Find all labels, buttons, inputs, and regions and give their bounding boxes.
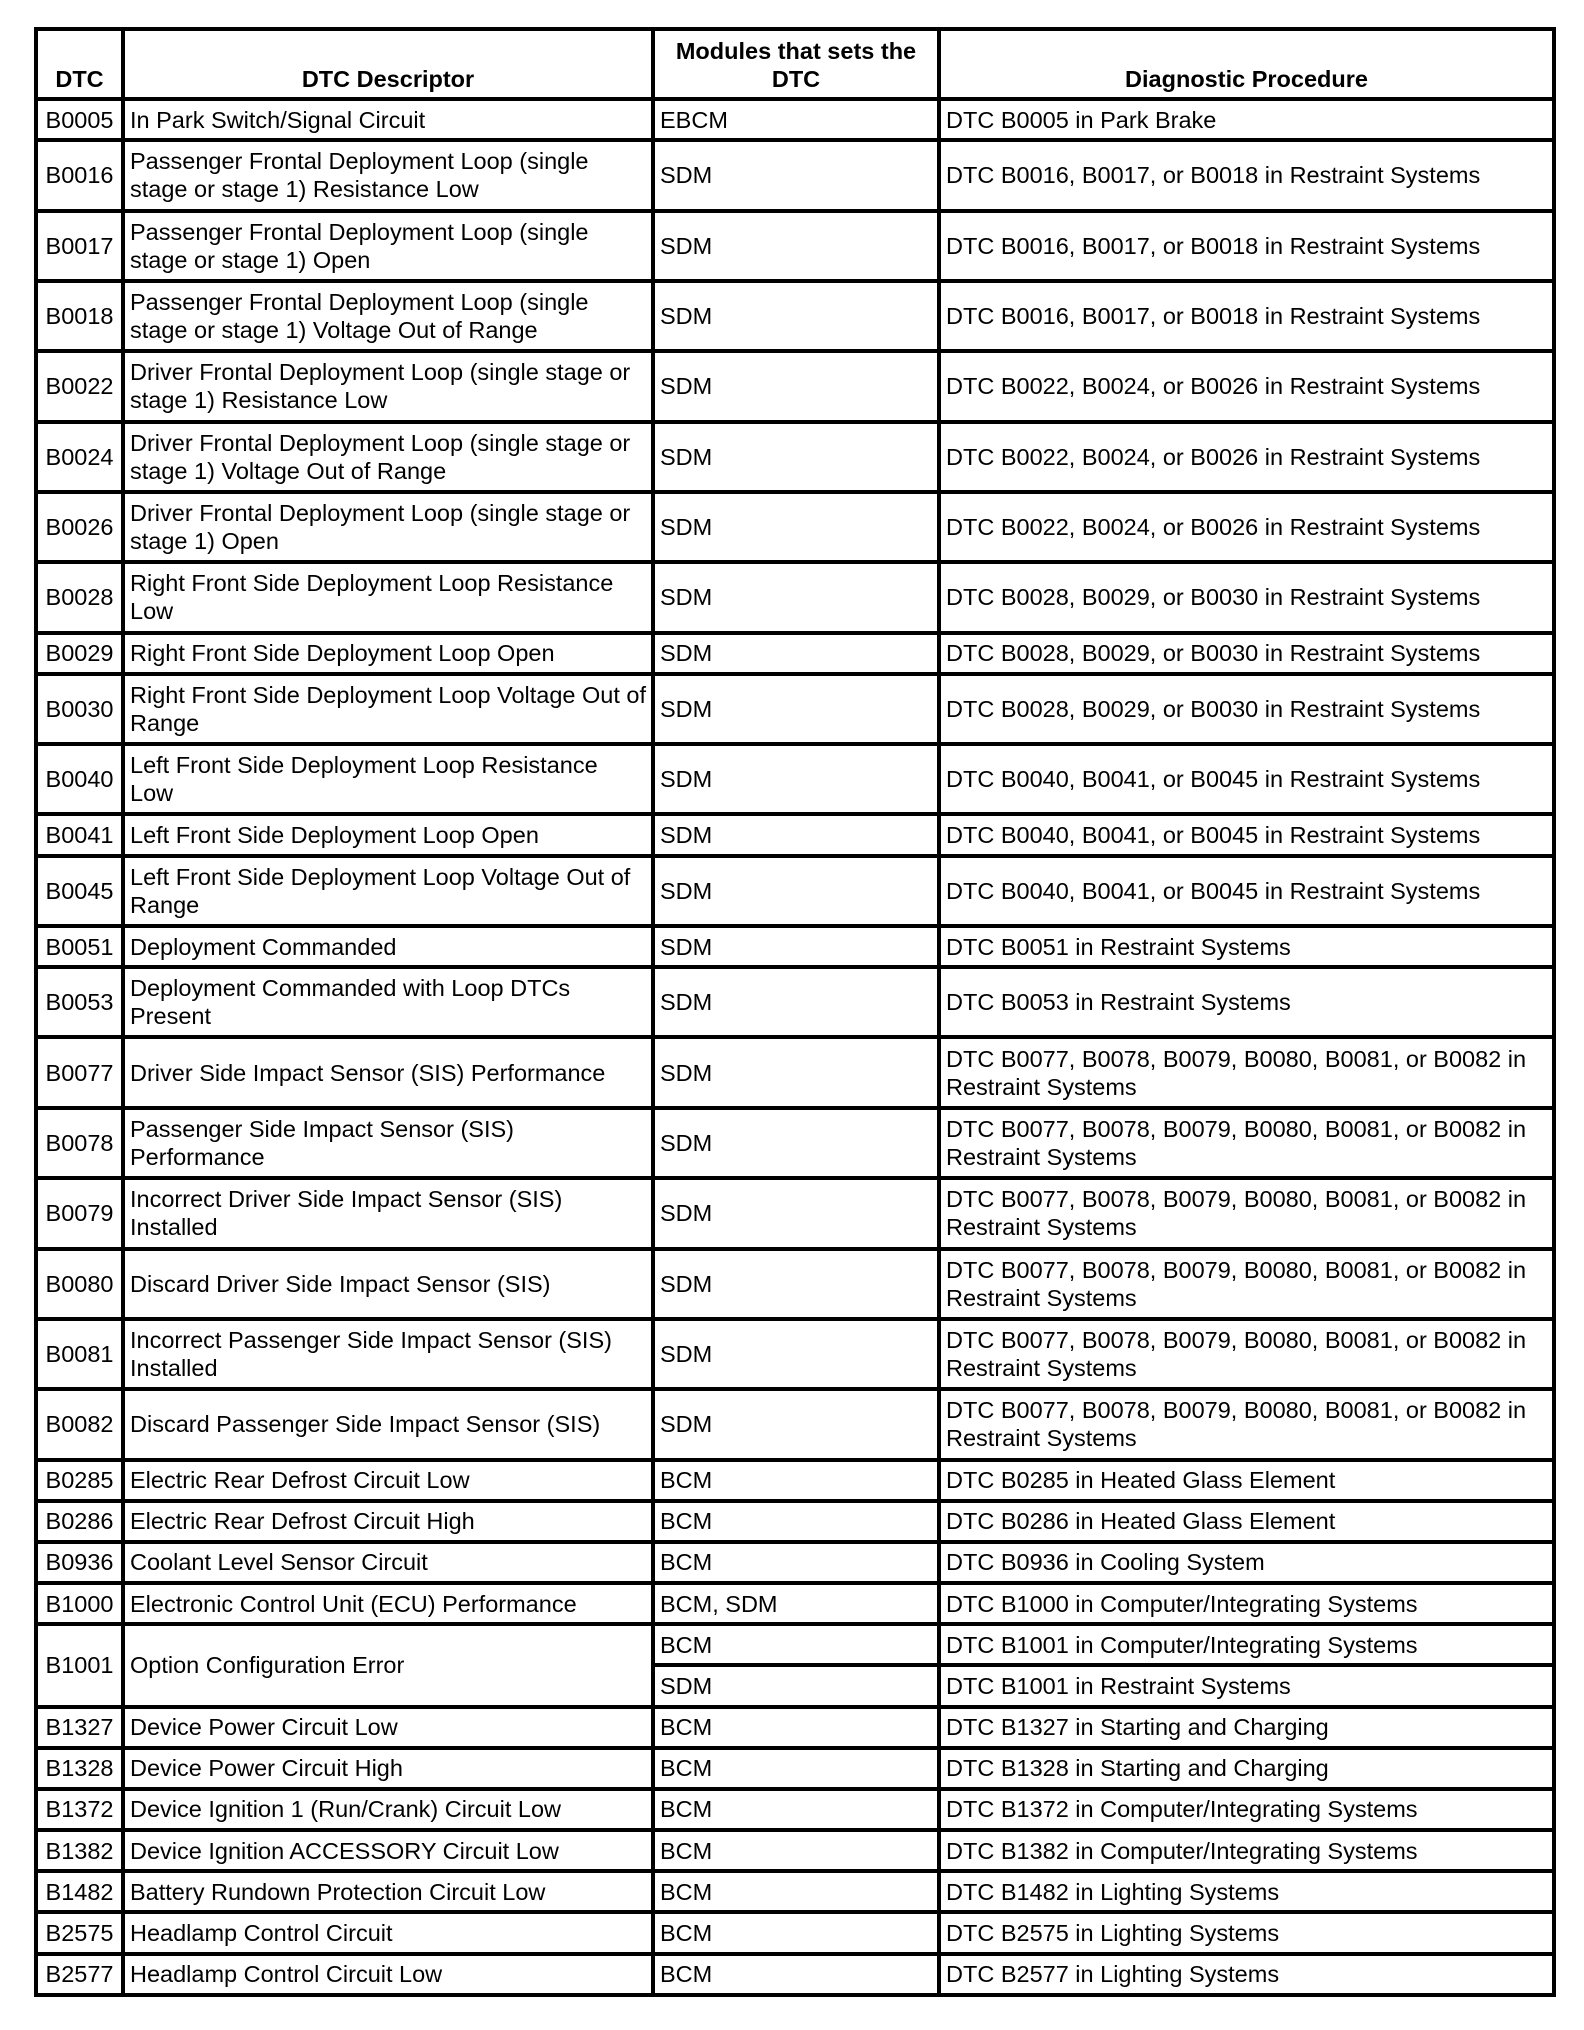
procedure-cell: DTC B2575 in Lighting Systems (939, 1912, 1554, 1953)
table-row (36, 492, 1554, 562)
module-cell: SDM (653, 140, 939, 210)
dtc-code-cell: B0024 (36, 422, 123, 492)
dtc-code-cell: B2575 (36, 1912, 123, 1953)
procedure-cell: DTC B0077, B0078, B0079, B0080, B0081, or B0082 in Restraint Systems (939, 1249, 1554, 1319)
table-row (36, 1389, 1554, 1459)
header-modules: Modules that sets the DTC (653, 29, 939, 99)
table-row (36, 967, 1554, 1037)
dtc-descriptor-cell: Left Front Side Deployment Loop Open (123, 814, 653, 855)
table-row (36, 1542, 1554, 1583)
table-row (36, 926, 1554, 967)
dtc-descriptor-cell: Right Front Side Deployment Loop Resistance Low (123, 562, 653, 632)
table-row (36, 1707, 1554, 1748)
dtc-descriptor-cell: Passenger Frontal Deployment Loop (single stage or stage 1) Resistance Low (123, 140, 653, 210)
table-row (36, 1954, 1554, 1995)
table-row (36, 856, 1554, 926)
module-cell: BCM (653, 1542, 939, 1583)
table-row (36, 281, 1554, 351)
dtc-descriptor-cell: Option Configuration Error (123, 1624, 653, 1706)
module-cell: SDM (653, 1389, 939, 1459)
dtc-descriptor-cell: Deployment Commanded (123, 926, 653, 967)
table-row (36, 1748, 1554, 1789)
module-cell: BCM, SDM (653, 1583, 939, 1624)
procedure-cell: DTC B1328 in Starting and Charging (939, 1748, 1554, 1789)
dtc-code-cell: B0029 (36, 633, 123, 674)
procedure-cell: DTC B0053 in Restraint Systems (939, 967, 1554, 1037)
dtc-code-cell: B0030 (36, 674, 123, 744)
table-row (36, 1501, 1554, 1542)
dtc-descriptor-cell: Passenger Side Impact Sensor (SIS) Performance (123, 1108, 653, 1178)
procedure-cell: DTC B0077, B0078, B0079, B0080, B0081, or B0082 in Restraint Systems (939, 1319, 1554, 1389)
dtc-code-cell: B0077 (36, 1037, 123, 1107)
dtc-descriptor-cell: Driver Frontal Deployment Loop (single stage or stage 1) Open (123, 492, 653, 562)
table-row (36, 422, 1554, 492)
module-cell: SDM (653, 422, 939, 492)
header-dtc: DTC (36, 29, 123, 99)
dtc-code-cell: B2577 (36, 1954, 123, 1995)
module-cell: BCM (653, 1871, 939, 1912)
module-cell: BCM (653, 1501, 939, 1542)
module-cell: BCM (653, 1912, 939, 1953)
dtc-code-cell: B1372 (36, 1789, 123, 1830)
procedure-cell: DTC B0022, B0024, or B0026 in Restraint Systems (939, 422, 1554, 492)
module-cell: SDM (653, 211, 939, 281)
dtc-code-cell: B1382 (36, 1830, 123, 1871)
dtc-code-cell: B0028 (36, 562, 123, 632)
dtc-code-cell: B0016 (36, 140, 123, 210)
procedure-cell: DTC B0040, B0041, or B0045 in Restraint Systems (939, 814, 1554, 855)
dtc-descriptor-cell: Discard Driver Side Impact Sensor (SIS) (123, 1249, 653, 1319)
module-cell: SDM (653, 1665, 939, 1706)
procedure-cell: DTC B0936 in Cooling System (939, 1542, 1554, 1583)
dtc-descriptor-cell: Incorrect Passenger Side Impact Sensor (SIS) Installed (123, 1319, 653, 1389)
procedure-cell: DTC B1372 in Computer/Integrating Systems (939, 1789, 1554, 1830)
module-cell: BCM (653, 1460, 939, 1501)
dtc-descriptor-cell: Passenger Frontal Deployment Loop (single stage or stage 1) Voltage Out of Range (123, 281, 653, 351)
dtc-code-cell: B0081 (36, 1319, 123, 1389)
module-cell: SDM (653, 744, 939, 814)
dtc-code-cell: B1000 (36, 1583, 123, 1624)
dtc-code-cell: B1327 (36, 1707, 123, 1748)
dtc-code-cell: B0082 (36, 1389, 123, 1459)
dtc-descriptor-cell: Device Power Circuit Low (123, 1707, 653, 1748)
dtc-code-cell: B0026 (36, 492, 123, 562)
table-row (36, 99, 1554, 140)
dtc-code-cell: B0285 (36, 1460, 123, 1501)
dtc-descriptor-cell: In Park Switch/Signal Circuit (123, 99, 653, 140)
procedure-cell: DTC B0022, B0024, or B0026 in Restraint Systems (939, 492, 1554, 562)
dtc-table (34, 27, 1556, 1997)
table-row (36, 1178, 1554, 1248)
dtc-descriptor-cell: Driver Frontal Deployment Loop (single stage or stage 1) Resistance Low (123, 351, 653, 421)
procedure-cell: DTC B0028, B0029, or B0030 in Restraint Systems (939, 633, 1554, 674)
dtc-descriptor-cell: Deployment Commanded with Loop DTCs Present (123, 967, 653, 1037)
module-cell: SDM (653, 1249, 939, 1319)
table-row (36, 562, 1554, 632)
table-row (36, 814, 1554, 855)
procedure-cell: DTC B0051 in Restraint Systems (939, 926, 1554, 967)
dtc-code-cell: B0041 (36, 814, 123, 855)
procedure-cell: DTC B1000 in Computer/Integrating Systems (939, 1583, 1554, 1624)
procedure-cell: DTC B0005 in Park Brake (939, 99, 1554, 140)
dtc-code-cell: B0005 (36, 99, 123, 140)
header-row (36, 29, 1554, 99)
module-cell: SDM (653, 492, 939, 562)
table-row (36, 633, 1554, 674)
module-cell: SDM (653, 1319, 939, 1389)
procedure-cell: DTC B1327 in Starting and Charging (939, 1707, 1554, 1748)
header-descriptor: DTC Descriptor (123, 29, 653, 99)
table-row (36, 1460, 1554, 1501)
dtc-descriptor-cell: Coolant Level Sensor Circuit (123, 1542, 653, 1583)
dtc-descriptor-cell: Driver Frontal Deployment Loop (single stage or stage 1) Voltage Out of Range (123, 422, 653, 492)
module-cell: SDM (653, 856, 939, 926)
procedure-cell: DTC B1001 in Computer/Integrating Systems (939, 1624, 1554, 1665)
procedure-cell: DTC B0040, B0041, or B0045 in Restraint Systems (939, 856, 1554, 926)
table-row (36, 1583, 1554, 1624)
dtc-code-cell: B0079 (36, 1178, 123, 1248)
module-cell: BCM (653, 1954, 939, 1995)
table-row (36, 1624, 1554, 1665)
procedure-cell: DTC B0077, B0078, B0079, B0080, B0081, or B0082 in Restraint Systems (939, 1389, 1554, 1459)
table-row (36, 1037, 1554, 1107)
procedure-cell: DTC B1382 in Computer/Integrating Systems (939, 1830, 1554, 1871)
dtc-descriptor-cell: Device Power Circuit High (123, 1748, 653, 1789)
table-row (36, 140, 1554, 210)
table-row (36, 1871, 1554, 1912)
dtc-code-cell: B0022 (36, 351, 123, 421)
procedure-cell: DTC B0285 in Heated Glass Element (939, 1460, 1554, 1501)
table-row (36, 351, 1554, 421)
table-row (36, 211, 1554, 281)
module-cell: SDM (653, 351, 939, 421)
table-row (36, 1108, 1554, 1178)
dtc-code-cell: B1001 (36, 1624, 123, 1706)
procedure-cell: DTC B0286 in Heated Glass Element (939, 1501, 1554, 1542)
procedure-cell: DTC B0077, B0078, B0079, B0080, B0081, or B0082 in Restraint Systems (939, 1108, 1554, 1178)
table-body (36, 99, 1554, 1995)
dtc-code-cell: B0080 (36, 1249, 123, 1319)
module-cell: EBCM (653, 99, 939, 140)
procedure-cell: DTC B1482 in Lighting Systems (939, 1871, 1554, 1912)
module-cell: SDM (653, 1178, 939, 1248)
module-cell: BCM (653, 1789, 939, 1830)
module-cell: SDM (653, 1037, 939, 1107)
procedure-cell: DTC B0040, B0041, or B0045 in Restraint Systems (939, 744, 1554, 814)
header-procedure: Diagnostic Procedure (939, 29, 1554, 99)
procedure-cell: DTC B0022, B0024, or B0026 in Restraint Systems (939, 351, 1554, 421)
dtc-code-cell: B0053 (36, 967, 123, 1037)
table-row (36, 1830, 1554, 1871)
module-cell: SDM (653, 633, 939, 674)
module-cell: BCM (653, 1624, 939, 1665)
table-row (36, 1912, 1554, 1953)
dtc-descriptor-cell: Driver Side Impact Sensor (SIS) Performance (123, 1037, 653, 1107)
module-cell: SDM (653, 967, 939, 1037)
dtc-descriptor-cell: Device Ignition ACCESSORY Circuit Low (123, 1830, 653, 1871)
dtc-code-cell: B0018 (36, 281, 123, 351)
module-cell: BCM (653, 1830, 939, 1871)
dtc-code-cell: B0051 (36, 926, 123, 967)
dtc-descriptor-cell: Headlamp Control Circuit (123, 1912, 653, 1953)
procedure-cell: DTC B2577 in Lighting Systems (939, 1954, 1554, 1995)
table-row (36, 1319, 1554, 1389)
dtc-descriptor-cell: Left Front Side Deployment Loop Resistance Low (123, 744, 653, 814)
module-cell: SDM (653, 674, 939, 744)
dtc-descriptor-cell: Electric Rear Defrost Circuit High (123, 1501, 653, 1542)
dtc-descriptor-cell: Headlamp Control Circuit Low (123, 1954, 653, 1995)
procedure-cell: DTC B0028, B0029, or B0030 in Restraint Systems (939, 562, 1554, 632)
procedure-cell: DTC B0016, B0017, or B0018 in Restraint Systems (939, 211, 1554, 281)
module-cell: SDM (653, 814, 939, 855)
table-row (36, 674, 1554, 744)
table-row (36, 744, 1554, 814)
dtc-code-cell: B0078 (36, 1108, 123, 1178)
dtc-code-cell: B1328 (36, 1748, 123, 1789)
procedure-cell: DTC B0077, B0078, B0079, B0080, B0081, or B0082 in Restraint Systems (939, 1178, 1554, 1248)
dtc-descriptor-cell: Electric Rear Defrost Circuit Low (123, 1460, 653, 1501)
dtc-code-cell: B0017 (36, 211, 123, 281)
table-row (36, 1249, 1554, 1319)
procedure-cell: DTC B1001 in Restraint Systems (939, 1665, 1554, 1706)
module-cell: BCM (653, 1707, 939, 1748)
procedure-cell: DTC B0028, B0029, or B0030 in Restraint Systems (939, 674, 1554, 744)
dtc-descriptor-cell: Left Front Side Deployment Loop Voltage Out of Range (123, 856, 653, 926)
dtc-code-cell: B1482 (36, 1871, 123, 1912)
procedure-cell: DTC B0016, B0017, or B0018 in Restraint Systems (939, 281, 1554, 351)
module-cell: BCM (653, 1748, 939, 1789)
module-cell: SDM (653, 926, 939, 967)
dtc-code-cell: B0040 (36, 744, 123, 814)
module-cell: SDM (653, 1108, 939, 1178)
dtc-descriptor-cell: Device Ignition 1 (Run/Crank) Circuit Low (123, 1789, 653, 1830)
dtc-code-cell: B0045 (36, 856, 123, 926)
dtc-descriptor-cell: Electronic Control Unit (ECU) Performance (123, 1583, 653, 1624)
dtc-descriptor-cell: Incorrect Driver Side Impact Sensor (SIS) Installed (123, 1178, 653, 1248)
dtc-code-cell: B0286 (36, 1501, 123, 1542)
procedure-cell: DTC B0016, B0017, or B0018 in Restraint Systems (939, 140, 1554, 210)
table-row (36, 1789, 1554, 1830)
dtc-descriptor-cell: Passenger Frontal Deployment Loop (single stage or stage 1) Open (123, 211, 653, 281)
procedure-cell: DTC B0077, B0078, B0079, B0080, B0081, or B0082 in Restraint Systems (939, 1037, 1554, 1107)
dtc-descriptor-cell: Battery Rundown Protection Circuit Low (123, 1871, 653, 1912)
dtc-descriptor-cell: Discard Passenger Side Impact Sensor (SIS) (123, 1389, 653, 1459)
dtc-code-cell: B0936 (36, 1542, 123, 1583)
module-cell: SDM (653, 562, 939, 632)
module-cell: SDM (653, 281, 939, 351)
dtc-descriptor-cell: Right Front Side Deployment Loop Open (123, 633, 653, 674)
dtc-descriptor-cell: Right Front Side Deployment Loop Voltage Out of Range (123, 674, 653, 744)
